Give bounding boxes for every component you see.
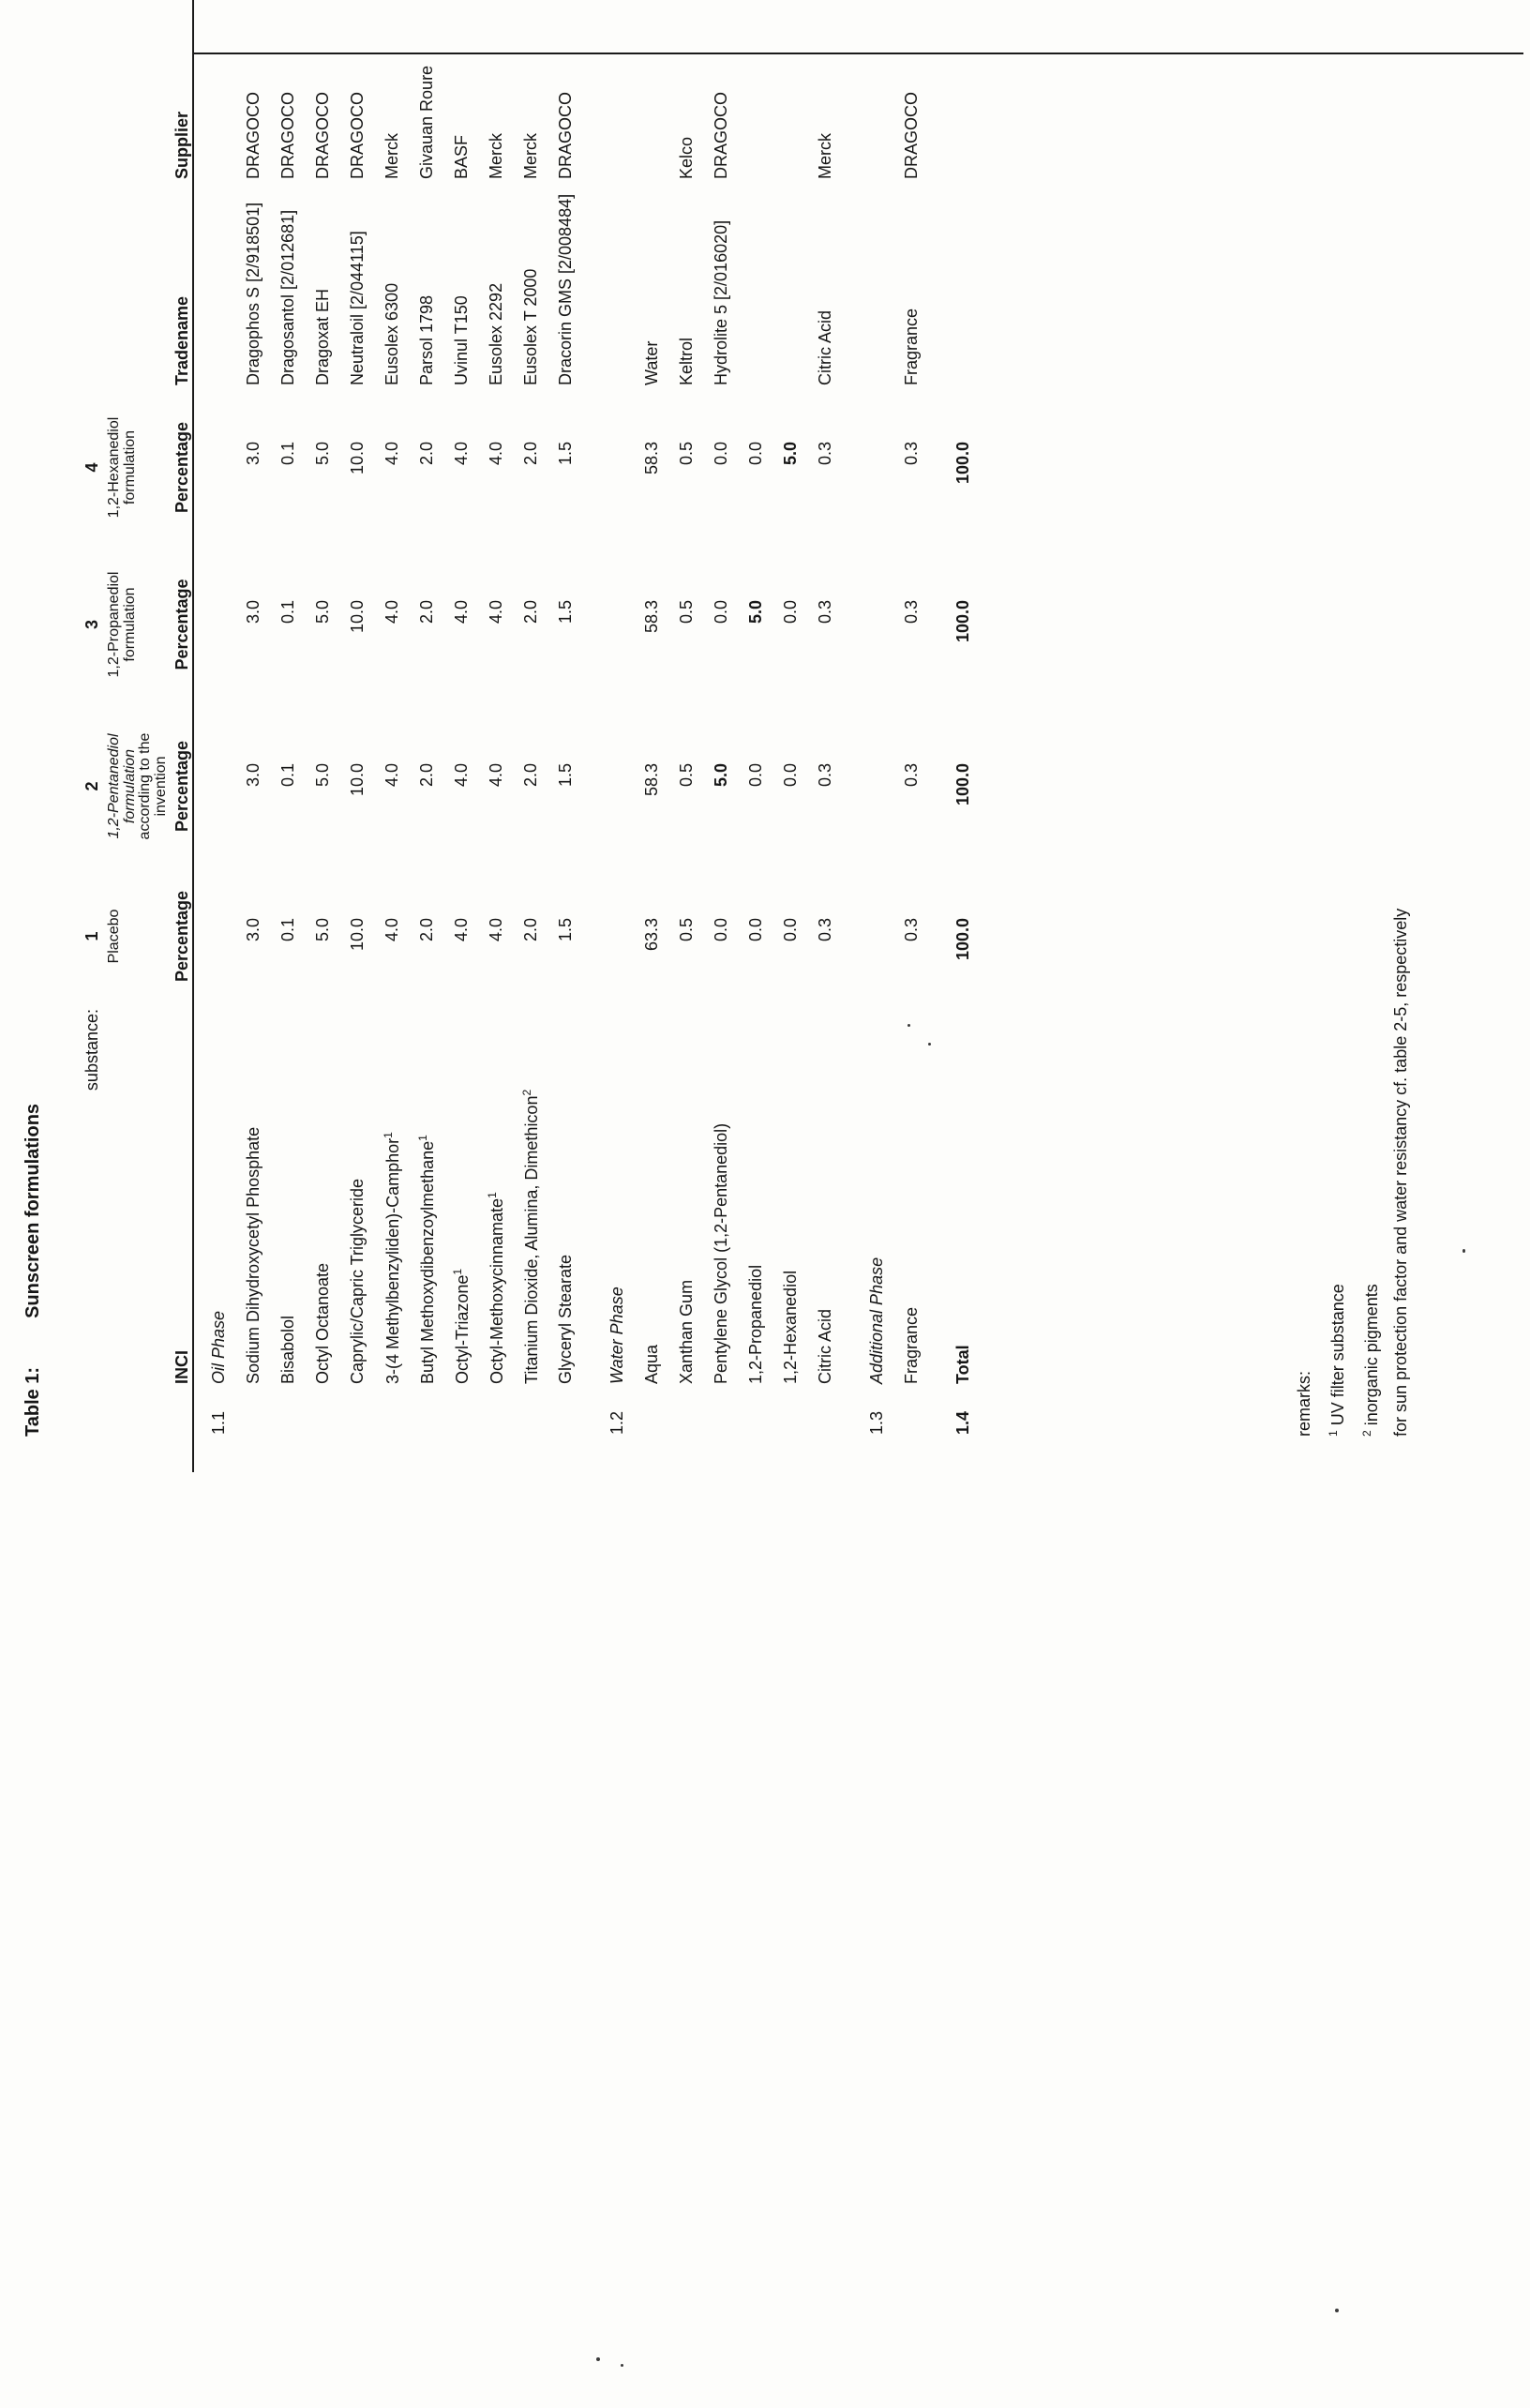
percentage-value-4: 2.0 — [521, 442, 540, 466]
row-number: 1.4 — [953, 1410, 972, 1435]
substance-name: Butyl Methoxydibenzoylmethane$^1$ — [416, 1135, 437, 1384]
percentage-value-2: 4.0 — [382, 763, 401, 788]
percentage-value-1: 5.0 — [313, 918, 332, 942]
table-row — [808, 53, 843, 1437]
percentage-value-2: 3.0 — [244, 763, 262, 788]
percentage-value-4: 5.0 — [313, 442, 332, 466]
substance-name: Bisabolol — [278, 1315, 297, 1384]
table-row — [514, 53, 548, 1437]
percentage-value-3: 0.5 — [677, 600, 696, 625]
table-row — [946, 53, 981, 1437]
footnote-marker: 1 — [486, 1192, 499, 1198]
percentage-value-4: 5.0 — [781, 442, 800, 466]
percentage-value-2: 0.0 — [746, 763, 765, 788]
percentage-header-2: Percentage — [172, 740, 191, 833]
table-row — [635, 53, 669, 1437]
formulation-1-label — [105, 873, 169, 1000]
tradename-value: Dragosantol [2/012681] — [278, 209, 297, 385]
table-row — [600, 53, 635, 1437]
supplier-value: DRAGOCO — [313, 91, 332, 179]
tradename-value: Water — [642, 340, 661, 385]
table-body — [202, 0, 981, 1472]
percentage-value-3: 0.3 — [816, 600, 834, 625]
substance-name: Octyl-Methoxycinnamate$^1$ — [486, 1192, 506, 1384]
percentage-value-3: 2.0 — [417, 600, 436, 625]
label-line: 1,2-Hexanediol — [106, 416, 122, 519]
percentage-header-4: Percentage — [172, 421, 191, 514]
substance-name: Total — [953, 1345, 972, 1384]
percentage-value-4: 4.0 — [382, 442, 401, 466]
percentage-value-4: 4.0 — [452, 442, 471, 466]
table-right-rule — [194, 53, 1523, 54]
percentage-value-4: 0.1 — [278, 442, 297, 466]
table-row — [704, 53, 739, 1437]
row-number: 1.3 — [867, 1410, 886, 1435]
table-row — [202, 53, 236, 1437]
table-row — [739, 53, 773, 1437]
supplier-value: BASF — [452, 134, 471, 179]
substance-label: substance: — [82, 1009, 101, 1091]
tradename-value: Uvinul T150 — [452, 295, 471, 385]
substance-name: 1,2-Hexanediol — [781, 1270, 800, 1384]
tradename-value: Eusolex T 2000 — [521, 268, 540, 385]
percentage-value-1: 10.0 — [348, 918, 367, 952]
row-number: 1.1 — [209, 1410, 228, 1435]
percentage-value-1: 3.0 — [244, 918, 262, 942]
percentage-value-1: 0.0 — [712, 918, 730, 942]
percentage-value-3: 1.5 — [556, 600, 575, 625]
supplier-value: DRAGOCO — [278, 91, 297, 179]
scan-speckle — [908, 1024, 910, 1027]
substance-name: 1,2-Propanediol — [746, 1264, 765, 1384]
table-row — [340, 53, 375, 1437]
substance-name: Fragrance — [902, 1306, 921, 1384]
spacer-cell — [105, 53, 169, 179]
percentage-value-4: 0.0 — [746, 442, 765, 466]
percentage-value-3: 5.0 — [313, 600, 332, 625]
table-number-label: Table 1: — [22, 1366, 43, 1437]
spacer-cell — [105, 1000, 169, 1384]
percentage-value-4: 0.0 — [712, 442, 730, 466]
label-line: 1,2-Pentanediol — [106, 733, 122, 839]
column-number-2: 2 — [82, 781, 101, 791]
tradename-value: Dragophos S [2/918501] — [244, 202, 262, 385]
percentage-value-4: 3.0 — [244, 442, 262, 466]
table-row — [773, 53, 808, 1437]
remark-footnote: for sun protection factor and water resistancy cf. table 2-5, respectively — [1391, 908, 1410, 1437]
scan-speckle — [928, 1043, 931, 1046]
percentage-value-1: 4.0 — [452, 918, 471, 942]
percentage-value-1: 0.3 — [816, 918, 834, 942]
label-line: 1,2-Propanediol — [106, 571, 122, 678]
percentage-value-4: 10.0 — [348, 442, 367, 475]
column-number-1: 1 — [82, 931, 101, 941]
tradename-value: Dracorin GMS [2/008484] — [556, 193, 575, 385]
footnote-marker: 1 — [416, 1135, 429, 1141]
tradename-value: Keltrol — [677, 337, 696, 385]
spacer-cell — [82, 179, 105, 385]
percentage-value-3: 0.1 — [278, 600, 297, 625]
remark-sup: 2 — [1360, 1430, 1373, 1437]
row-number: 1.2 — [608, 1410, 626, 1435]
remark-text: UV filter substance — [1328, 1284, 1347, 1426]
supplier-value: Merck — [816, 133, 834, 179]
scan-speckle — [596, 2357, 600, 2361]
percentage-value-3: 4.0 — [452, 600, 471, 625]
label-line: formulation — [121, 587, 138, 662]
scan-speckle — [1335, 2309, 1339, 2312]
substance-name: Sodium Dihydroxycetyl Phosphate — [244, 1126, 262, 1384]
table-row — [375, 53, 410, 1437]
formulation-2-label — [105, 700, 169, 873]
remarks-label: remarks: — [1295, 1370, 1313, 1437]
header-row-numbers — [82, 53, 105, 1437]
percentage-value-2: 1.5 — [556, 763, 575, 788]
percentage-value-2: 58.3 — [642, 763, 661, 797]
table-row — [479, 53, 514, 1437]
formulation-4-label — [105, 385, 169, 549]
percentage-value-2: 5.0 — [712, 763, 730, 788]
percentage-value-2: 100.0 — [953, 763, 972, 806]
column-number-3: 3 — [82, 620, 101, 630]
substance-name: Caprylic/Capric Triglyceride — [348, 1178, 367, 1384]
percentage-value-3: 0.3 — [902, 600, 921, 625]
percentage-value-4: 100.0 — [953, 442, 972, 485]
supplier-value: Merck — [521, 133, 540, 179]
percentage-value-1: 2.0 — [417, 918, 436, 942]
percentage-value-4: 2.0 — [417, 442, 436, 466]
spacer-cell — [82, 53, 105, 179]
percentage-value-1: 0.1 — [278, 918, 297, 942]
remark-uv-filter — [1319, 0, 1353, 1437]
tradename-value: Fragrance — [902, 308, 921, 385]
percentage-value-3: 3.0 — [244, 600, 262, 625]
supplier-value: Givauan Roure — [417, 65, 436, 179]
percentage-value-3: 5.0 — [746, 600, 765, 625]
percentage-value-2: 0.3 — [902, 763, 921, 788]
substance-name: Aqua — [642, 1344, 661, 1384]
table-name: Sunscreen formulations — [22, 1103, 43, 1318]
column-number-4: 4 — [82, 462, 101, 473]
supplier-value: DRAGOCO — [556, 91, 575, 179]
percentage-value-2: 4.0 — [487, 763, 505, 788]
percentage-value-4: 0.3 — [902, 442, 921, 466]
percentage-value-1: 0.0 — [781, 918, 800, 942]
percentage-value-4: 1.5 — [556, 442, 575, 466]
substance-name: Glyceryl Stearate — [556, 1254, 575, 1384]
percentage-value-1: 0.5 — [677, 918, 696, 942]
footnote-marker: 1 — [451, 1268, 464, 1275]
tradename-header: Tradename — [172, 295, 191, 385]
percentage-value-3: 2.0 — [521, 600, 540, 625]
table-title — [0, 0, 64, 1472]
supplier-header: Supplier — [172, 111, 191, 179]
percentage-value-1: 4.0 — [382, 918, 401, 942]
percentage-value-2: 4.0 — [452, 763, 471, 788]
supplier-value: DRAGOCO — [348, 91, 367, 179]
table-row — [669, 53, 704, 1437]
spacer-cell — [82, 1384, 105, 1437]
percentage-value-1: 2.0 — [521, 918, 540, 942]
percentage-value-3: 100.0 — [953, 600, 972, 643]
table-row — [860, 53, 894, 1437]
footnote-marker: 2 — [520, 1089, 533, 1096]
supplier-value: Merck — [487, 133, 505, 179]
table-header — [82, 0, 194, 1472]
remark-pigments — [1353, 0, 1387, 1437]
remark-text: inorganic pigments — [1362, 1284, 1381, 1426]
header-row-labels — [105, 53, 167, 1437]
percentage-value-4: 0.3 — [816, 442, 834, 466]
percentage-value-2: 5.0 — [313, 763, 332, 788]
substance-name: Xanthan Gum — [677, 1279, 696, 1384]
percentage-value-2: 2.0 — [521, 763, 540, 788]
substance-name: Additional Phase — [867, 1257, 886, 1384]
table-row — [548, 53, 583, 1437]
label-line: invention — [152, 756, 169, 817]
percentage-value-3: 58.3 — [642, 600, 661, 634]
percentage-value-3: 4.0 — [487, 600, 505, 625]
substance-name: Titanium Dioxide, Alumina, Dimethicon$^2$ — [520, 1089, 541, 1384]
percentage-value-1: 0.0 — [746, 918, 765, 942]
tradename-value: Neutraloil [2/044115] — [348, 231, 367, 385]
label-line: formulation — [121, 748, 138, 824]
substance-name: Octyl-Triazone$^1$ — [451, 1268, 472, 1384]
table-row — [444, 53, 479, 1437]
remarks-block — [1290, 0, 1416, 1437]
percentage-value-2: 0.3 — [816, 763, 834, 788]
spacer-cell — [105, 1384, 169, 1437]
supplier-value: Merck — [382, 133, 401, 179]
table-row — [271, 53, 306, 1437]
tradename-value: Hydrolite 5 [2/016020] — [712, 219, 730, 385]
supplier-value: DRAGOCO — [712, 91, 730, 179]
percentage-value-1: 63.3 — [642, 918, 661, 952]
substance-name: Octyl Octanoate — [313, 1262, 332, 1384]
percentage-value-1: 100.0 — [953, 918, 972, 961]
percentage-value-2: 10.0 — [348, 763, 367, 797]
percentage-value-2: 0.0 — [781, 763, 800, 788]
scan-speckle — [621, 2364, 623, 2367]
formulation-3-label — [105, 549, 169, 700]
percentage-value-4: 0.5 — [677, 442, 696, 466]
table-row — [894, 53, 929, 1437]
supplier-value: DRAGOCO — [244, 91, 262, 179]
substance-name: Oil Phase — [209, 1310, 228, 1384]
label-line: formulation — [121, 429, 138, 505]
percentage-value-2: 0.5 — [677, 763, 696, 788]
remark-sup: 1 — [1327, 1430, 1340, 1437]
percentage-value-4: 58.3 — [642, 442, 661, 475]
label-line: according to the — [137, 732, 153, 840]
table-row — [306, 53, 340, 1437]
tradename-value: Parsol 1798 — [417, 294, 436, 385]
percentage-value-3: 0.0 — [712, 600, 730, 625]
percentage-value-2: 0.1 — [278, 763, 297, 788]
table-row — [236, 53, 271, 1437]
tradename-value: Eusolex 2292 — [487, 282, 505, 385]
percentage-value-2: 2.0 — [417, 763, 436, 788]
tradename-value: Eusolex 6300 — [382, 282, 401, 385]
scan-speckle — [1462, 1249, 1465, 1253]
substance-name: 3-(4 Methylbenzyliden)-Camphor$^1$ — [382, 1132, 402, 1384]
spacer-cell — [105, 179, 169, 385]
tradename-value: Dragoxat EH — [313, 288, 332, 385]
percentage-value-3: 4.0 — [382, 600, 401, 625]
percentage-value-3: 10.0 — [348, 600, 367, 634]
supplier-value: Kelco — [677, 136, 696, 179]
header-row-titles — [167, 53, 192, 1437]
inci-header: INCI — [172, 1350, 191, 1384]
percentage-value-3: 0.0 — [781, 600, 800, 625]
percentage-header-1: Percentage — [172, 890, 191, 983]
substance-name: Pentylene Glycol (1,2-Pentanediol) — [712, 1122, 730, 1384]
table-row — [410, 53, 444, 1437]
percentage-value-1: 0.3 — [902, 918, 921, 942]
label-line: Placebo — [106, 909, 122, 964]
percentage-header-3: Percentage — [172, 579, 191, 670]
percentage-value-1: 4.0 — [487, 918, 505, 942]
supplier-value: DRAGOCO — [902, 91, 921, 179]
substance-name: Water Phase — [608, 1287, 626, 1384]
tradename-value: Citric Acid — [816, 309, 834, 385]
footnote-marker: 1 — [382, 1132, 395, 1138]
substance-name: Citric Acid — [816, 1308, 834, 1384]
percentage-value-1: 1.5 — [556, 918, 575, 942]
percentage-value-4: 4.0 — [487, 442, 505, 466]
